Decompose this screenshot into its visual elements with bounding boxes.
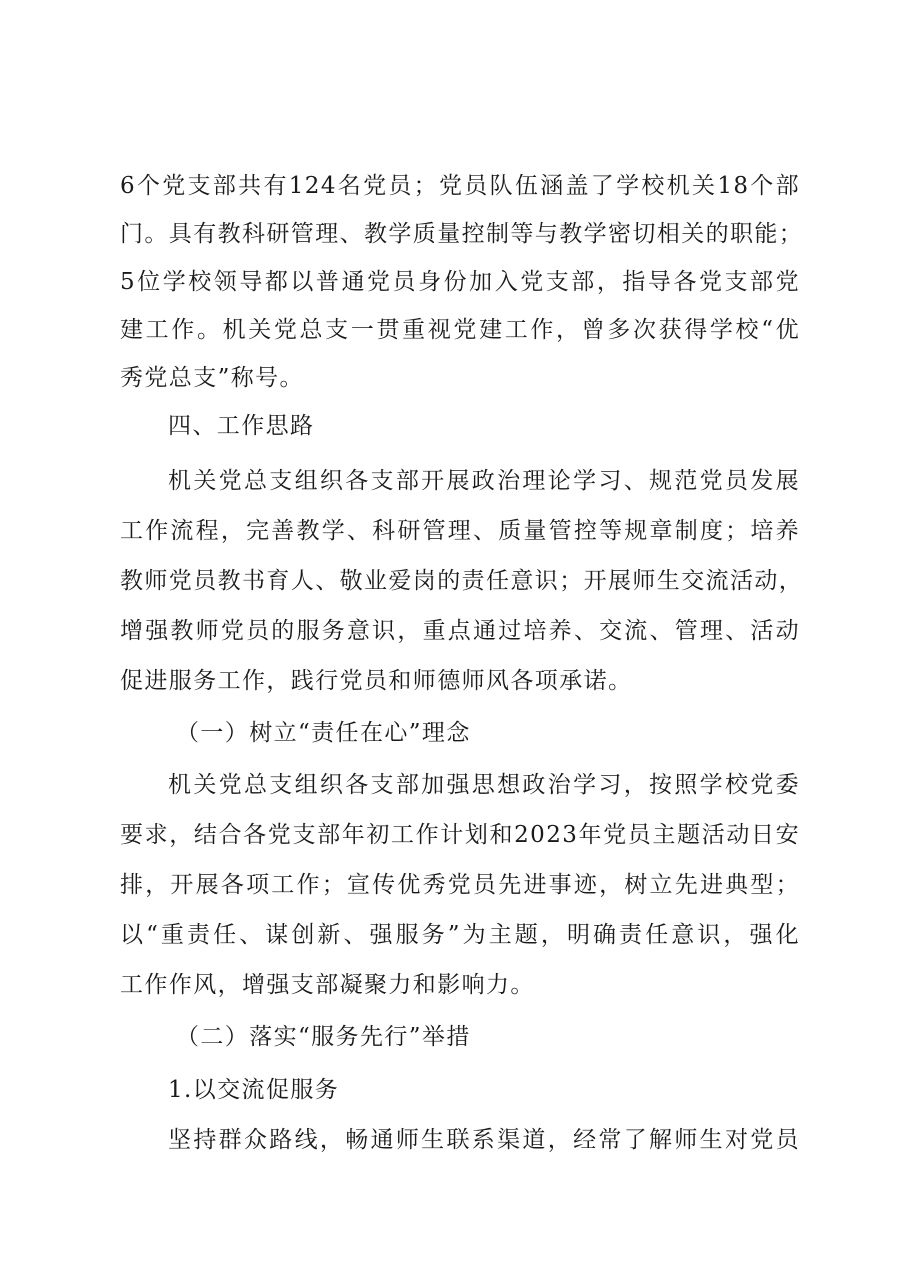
subsection-heading: （二）落实“服务先行”举措 (176, 1024, 471, 1050)
text-line: 机关党总支组织各支部开展政治理论学习、规范党员发展 (168, 468, 800, 494)
text-line: 门。具有教科研管理、教学质量控制等与教学密切相关的职能； (120, 221, 804, 247)
text-line: 工作作风，增强支部凝聚力和影响力。 (120, 972, 535, 998)
subsection-heading: （一）树立“责任在心”理念 (176, 720, 471, 746)
text-line: 以“重责任、谋创新、强服务”为主题，明确责任意识，强化 (120, 922, 800, 948)
text-line: 秀党总支”称号。 (120, 365, 304, 391)
text-line: 要求，结合各党支部年初工作计划和2023年党员主题活动日安 (120, 822, 800, 848)
item-heading: 1.以交流促服务 (168, 1077, 340, 1103)
text-line: 6个党支部共有124名党员；党员队伍涵盖了学校机关18个部 (120, 173, 800, 199)
text-line: 机关党总支组织各支部加强思想政治学习，按照学校党委 (168, 772, 800, 798)
section-heading: 四、工作思路 (168, 413, 315, 439)
text-line: 坚持群众路线，畅通师生联系渠道，经常了解师生对党员 (168, 1127, 800, 1153)
text-line: 工作流程，完善教学、科研管理、质量管控等规章制度；培养 (120, 518, 800, 544)
text-line: 增强教师党员的服务意识，重点通过培养、交流、管理、活动 (120, 618, 800, 644)
text-line: 排，开展各项工作；宣传优秀党员先进事迹，树立先进典型； (120, 872, 800, 898)
text-line: 5位学校领导都以普通党员身份加入党支部，指导各党支部党 (120, 269, 800, 295)
text-line: 促进服务工作，践行党员和师德师风各项承诺。 (120, 668, 633, 694)
text-line: 教师党员教书育人、敬业爱岗的责任意识；开展师生交流活动， (120, 568, 804, 594)
text-line: 建工作。机关党总支一贯重视党建工作，曾多次获得学校“优 (120, 317, 800, 343)
